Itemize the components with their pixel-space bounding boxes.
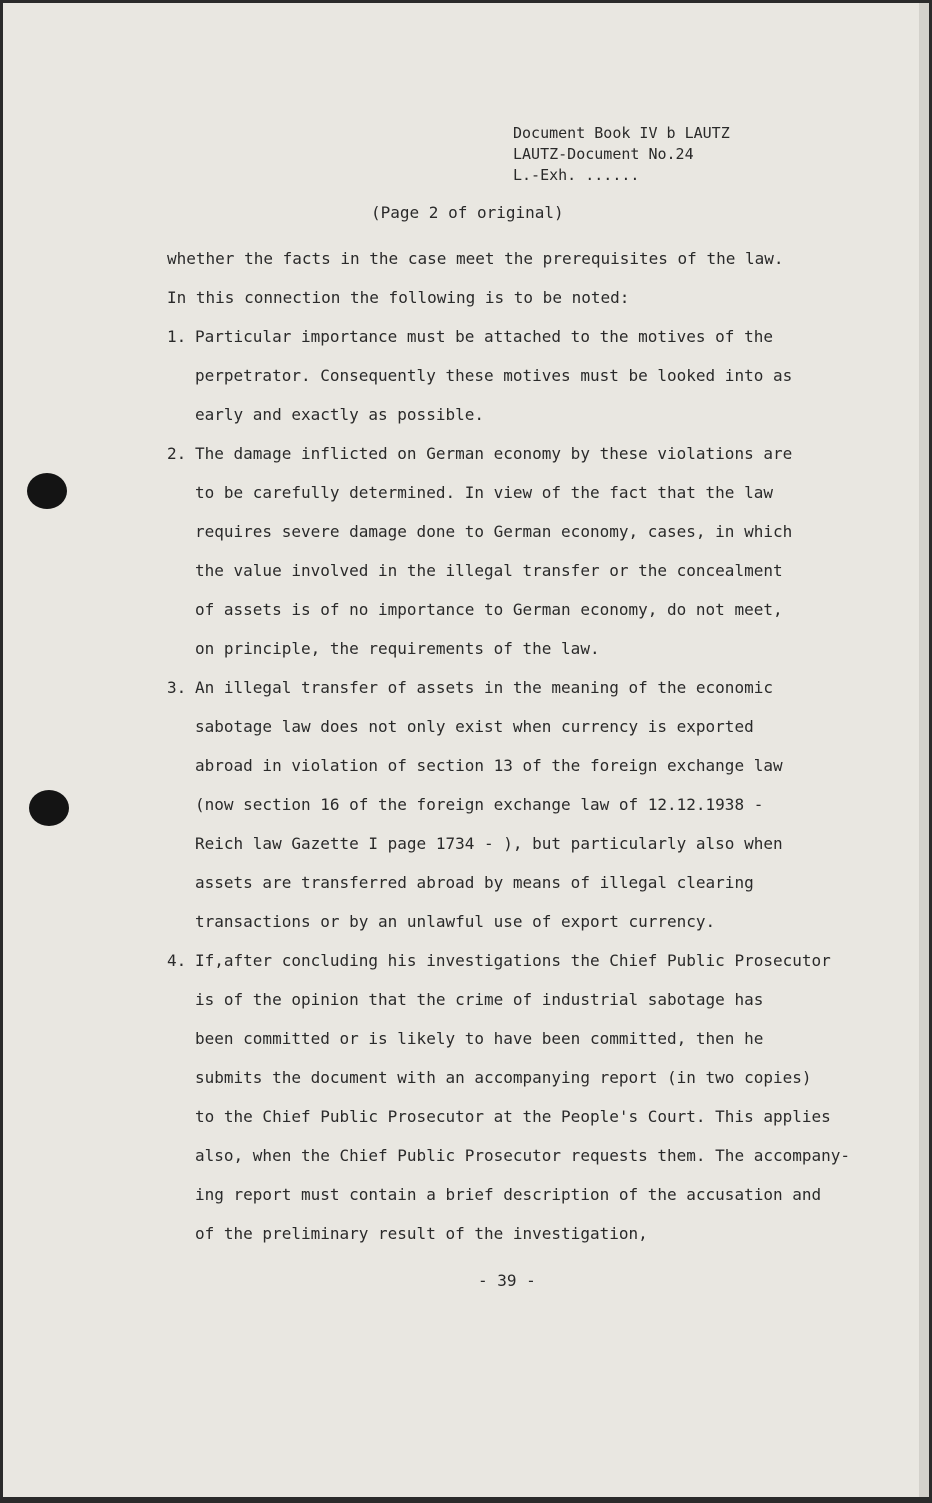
item-line: sabotage law does not only exist when currency is exported [195, 717, 754, 736]
intro-line: In this connection the following is to be noted: [167, 288, 630, 307]
item-line: to be carefully determined. In view of the fact that the law [195, 483, 773, 502]
page-edge [919, 3, 929, 1497]
item-line: is of the opinion that the crime of industrial sabotage has [195, 990, 764, 1009]
item-line: submits the document with an accompanying report (in two copies) [195, 1068, 812, 1087]
item-line: An illegal transfer of assets in the meaning of the economic [195, 678, 773, 697]
item-number: 2. [167, 444, 187, 463]
item-line: of assets is of no importance to German economy, do not meet, [195, 600, 783, 619]
exhibit-line: L.-Exh. ...... [513, 166, 640, 184]
page-number: - 39 - [478, 1271, 536, 1290]
item-line: Particular importance must be attached to the motives of the [195, 327, 773, 346]
item-line: to the Chief Public Prosecutor at the People's Court. This applies [195, 1107, 831, 1126]
item-line: abroad in violation of section 13 of the foreign exchange law [195, 756, 783, 775]
document-page [3, 3, 929, 1497]
item-line: the value involved in the illegal transfer or the concealment [195, 561, 783, 580]
list-item [167, 317, 867, 434]
document-header [513, 123, 730, 186]
item-line: assets are transferred abroad by means of illegal clearing [195, 873, 754, 892]
list-item [167, 668, 867, 941]
item-number: 4. [167, 951, 187, 970]
item-line: early and exactly as possible. [195, 405, 484, 424]
intro-line: whether the facts in the case meet the prerequisites of the law. [167, 249, 784, 268]
page-note: (Page 2 of original) [371, 203, 564, 222]
punch-hole [27, 473, 67, 509]
item-number: 1. [167, 327, 187, 346]
document-number-line: LAUTZ-Document No.24 [513, 145, 694, 163]
item-line: ing report must contain a brief description of the accusation and [195, 1185, 822, 1204]
item-line: Reich law Gazette I page 1734 - ), but particularly also when [195, 834, 783, 853]
list-item [167, 434, 867, 668]
item-line: (now section 16 of the foreign exchange law of 12.12.1938 - [195, 795, 764, 814]
item-line: perpetrator. Consequently these motives must be looked into as [195, 366, 793, 385]
item-line: requires severe damage done to German economy, cases, in which [195, 522, 793, 541]
item-line: also, when the Chief Public Prosecutor requests them. The accompany- [195, 1146, 851, 1165]
document-body [167, 239, 867, 1253]
punch-hole [29, 790, 69, 826]
list-item [167, 941, 867, 1253]
item-line: of the preliminary result of the investigation, [195, 1224, 648, 1243]
item-number: 3. [167, 678, 187, 697]
item-line: on principle, the requirements of the law. [195, 639, 600, 658]
document-book-line: Document Book IV b LAUTZ [513, 124, 730, 142]
item-line: transactions or by an unlawful use of export currency. [195, 912, 716, 931]
item-line: The damage inflicted on German economy by these violations are [195, 444, 793, 463]
item-line: If,after concluding his investigations the Chief Public Prosecutor [195, 951, 831, 970]
item-line: been committed or is likely to have been committed, then he [195, 1029, 764, 1048]
